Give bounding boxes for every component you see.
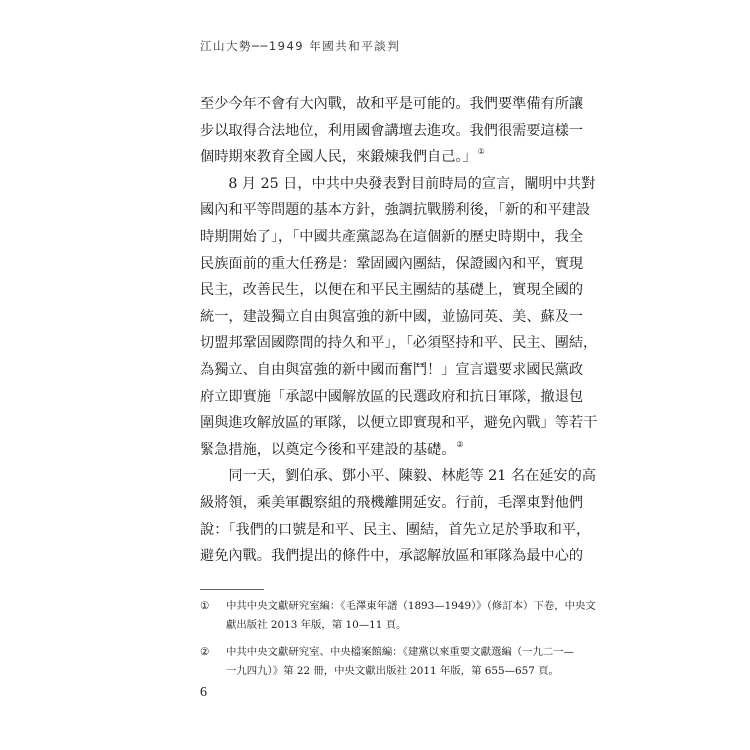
body-line	[200, 91, 584, 118]
footnote-line: 獻出版社 2013 年版，第 10—11 頁。	[226, 618, 407, 631]
body-line	[200, 517, 591, 544]
footnote	[200, 597, 596, 634]
body-line-text: 緊急措施，以奠定今後和平建設的基礎。	[200, 441, 456, 458]
body-line-text: 至少今年不會有大內戰，故和平是可能的。我們要準備有所讓	[200, 96, 584, 112]
body-line	[200, 384, 584, 411]
body-line-text: 府立即實施「承認中國解放區的民選政府和抗日軍隊，撤退包	[200, 388, 584, 405]
body-line	[200, 197, 591, 224]
body-line-text: 切盟邦鞏固國際間的持久和平」，「必須堅持和平、民主、團結，	[200, 335, 598, 352]
footnote	[200, 643, 575, 680]
body-line-text: 個時期來教育全國人民，來鍛煉我們自己。」	[200, 149, 477, 166]
body-line-text: 圍與進攻解放區的軍隊，以便立即實現和平，避免內戰」等若干	[200, 415, 598, 432]
body-line-text: 民主，改善民生，以便在和平民主團結的基礎上，實現全國的	[200, 282, 584, 299]
body-text	[200, 91, 598, 570]
body-line	[200, 410, 598, 437]
footnote-divider	[200, 589, 264, 590]
footnote-reference[interactable]: ②	[456, 439, 464, 449]
page-number: 6	[200, 685, 207, 700]
body-line-text: 8 月 25 日，中共中央發表對目前時局的宣言，闡明中共對	[200, 175, 596, 192]
footnote-marker: ②	[200, 646, 210, 658]
body-line	[200, 251, 584, 278]
footnote-line: 一九四九）》第 22 冊，中央文獻出版社 2011 年版，第 655—657 頁。	[226, 664, 559, 677]
running-header: 江山大勢──1949 年國共和平談判	[200, 39, 401, 53]
body-line	[200, 357, 584, 384]
footnote-reference[interactable]: ①	[477, 147, 485, 157]
body-line-text: 同一天，劉伯承、鄧小平、陳毅、林彪等 21 名在延安的高	[200, 468, 596, 485]
body-line	[200, 437, 546, 464]
body-line	[200, 304, 584, 331]
body-line-text: 步以取得合法地位，利用國會講壇去進攻。我們很需要這樣一	[200, 122, 584, 139]
body-line-text: 民族面前的重大任務是：鞏固國內團結，保證國內和平，實現	[200, 255, 584, 272]
body-line-text: 避免內戰。我們提出的條件中，承認解放區和軍隊為最中心的	[200, 548, 584, 565]
body-line-text: 國內和平等問題的基本方針，強調抗戰勝利後，「新的和平建設	[200, 202, 591, 219]
footnote-line: 中共中央文獻研究室、中央檔案館編：《建黨以來重要文獻選編（一九二一—	[226, 646, 575, 658]
body-line-text: 時期開始了」，「中國共產黨認為在這個新的歷史時期中，我全	[200, 228, 584, 245]
body-line-text: 說：「我們的口號是和平、民主、團結，首先立足於爭取和平，	[200, 521, 591, 538]
body-line	[200, 543, 584, 570]
body-line	[200, 277, 584, 304]
footnote-marker: ①	[200, 600, 210, 612]
body-line	[200, 144, 546, 171]
body-line	[200, 224, 584, 251]
footnote-line: 中共中央文獻研究室編：《毛澤東年譜（1893—1949）》（修訂本）下卷，中央文	[226, 600, 596, 612]
body-line	[200, 171, 596, 198]
body-line	[200, 330, 598, 357]
body-line	[200, 118, 584, 145]
body-line-text: 為獨立、自由與富強的新中國而奮鬥！」宣言還要求國民黨政	[200, 361, 584, 378]
body-line	[200, 490, 584, 517]
body-line	[200, 463, 596, 490]
body-line-text: 級將領，乘美軍觀察組的飛機離開延安。行前，毛澤東對他們	[200, 494, 584, 511]
footnotes	[200, 597, 596, 689]
body-line-text: 統一，建設獨立自由與富強的新中國，並協同英、美、蘇及一	[200, 308, 584, 325]
